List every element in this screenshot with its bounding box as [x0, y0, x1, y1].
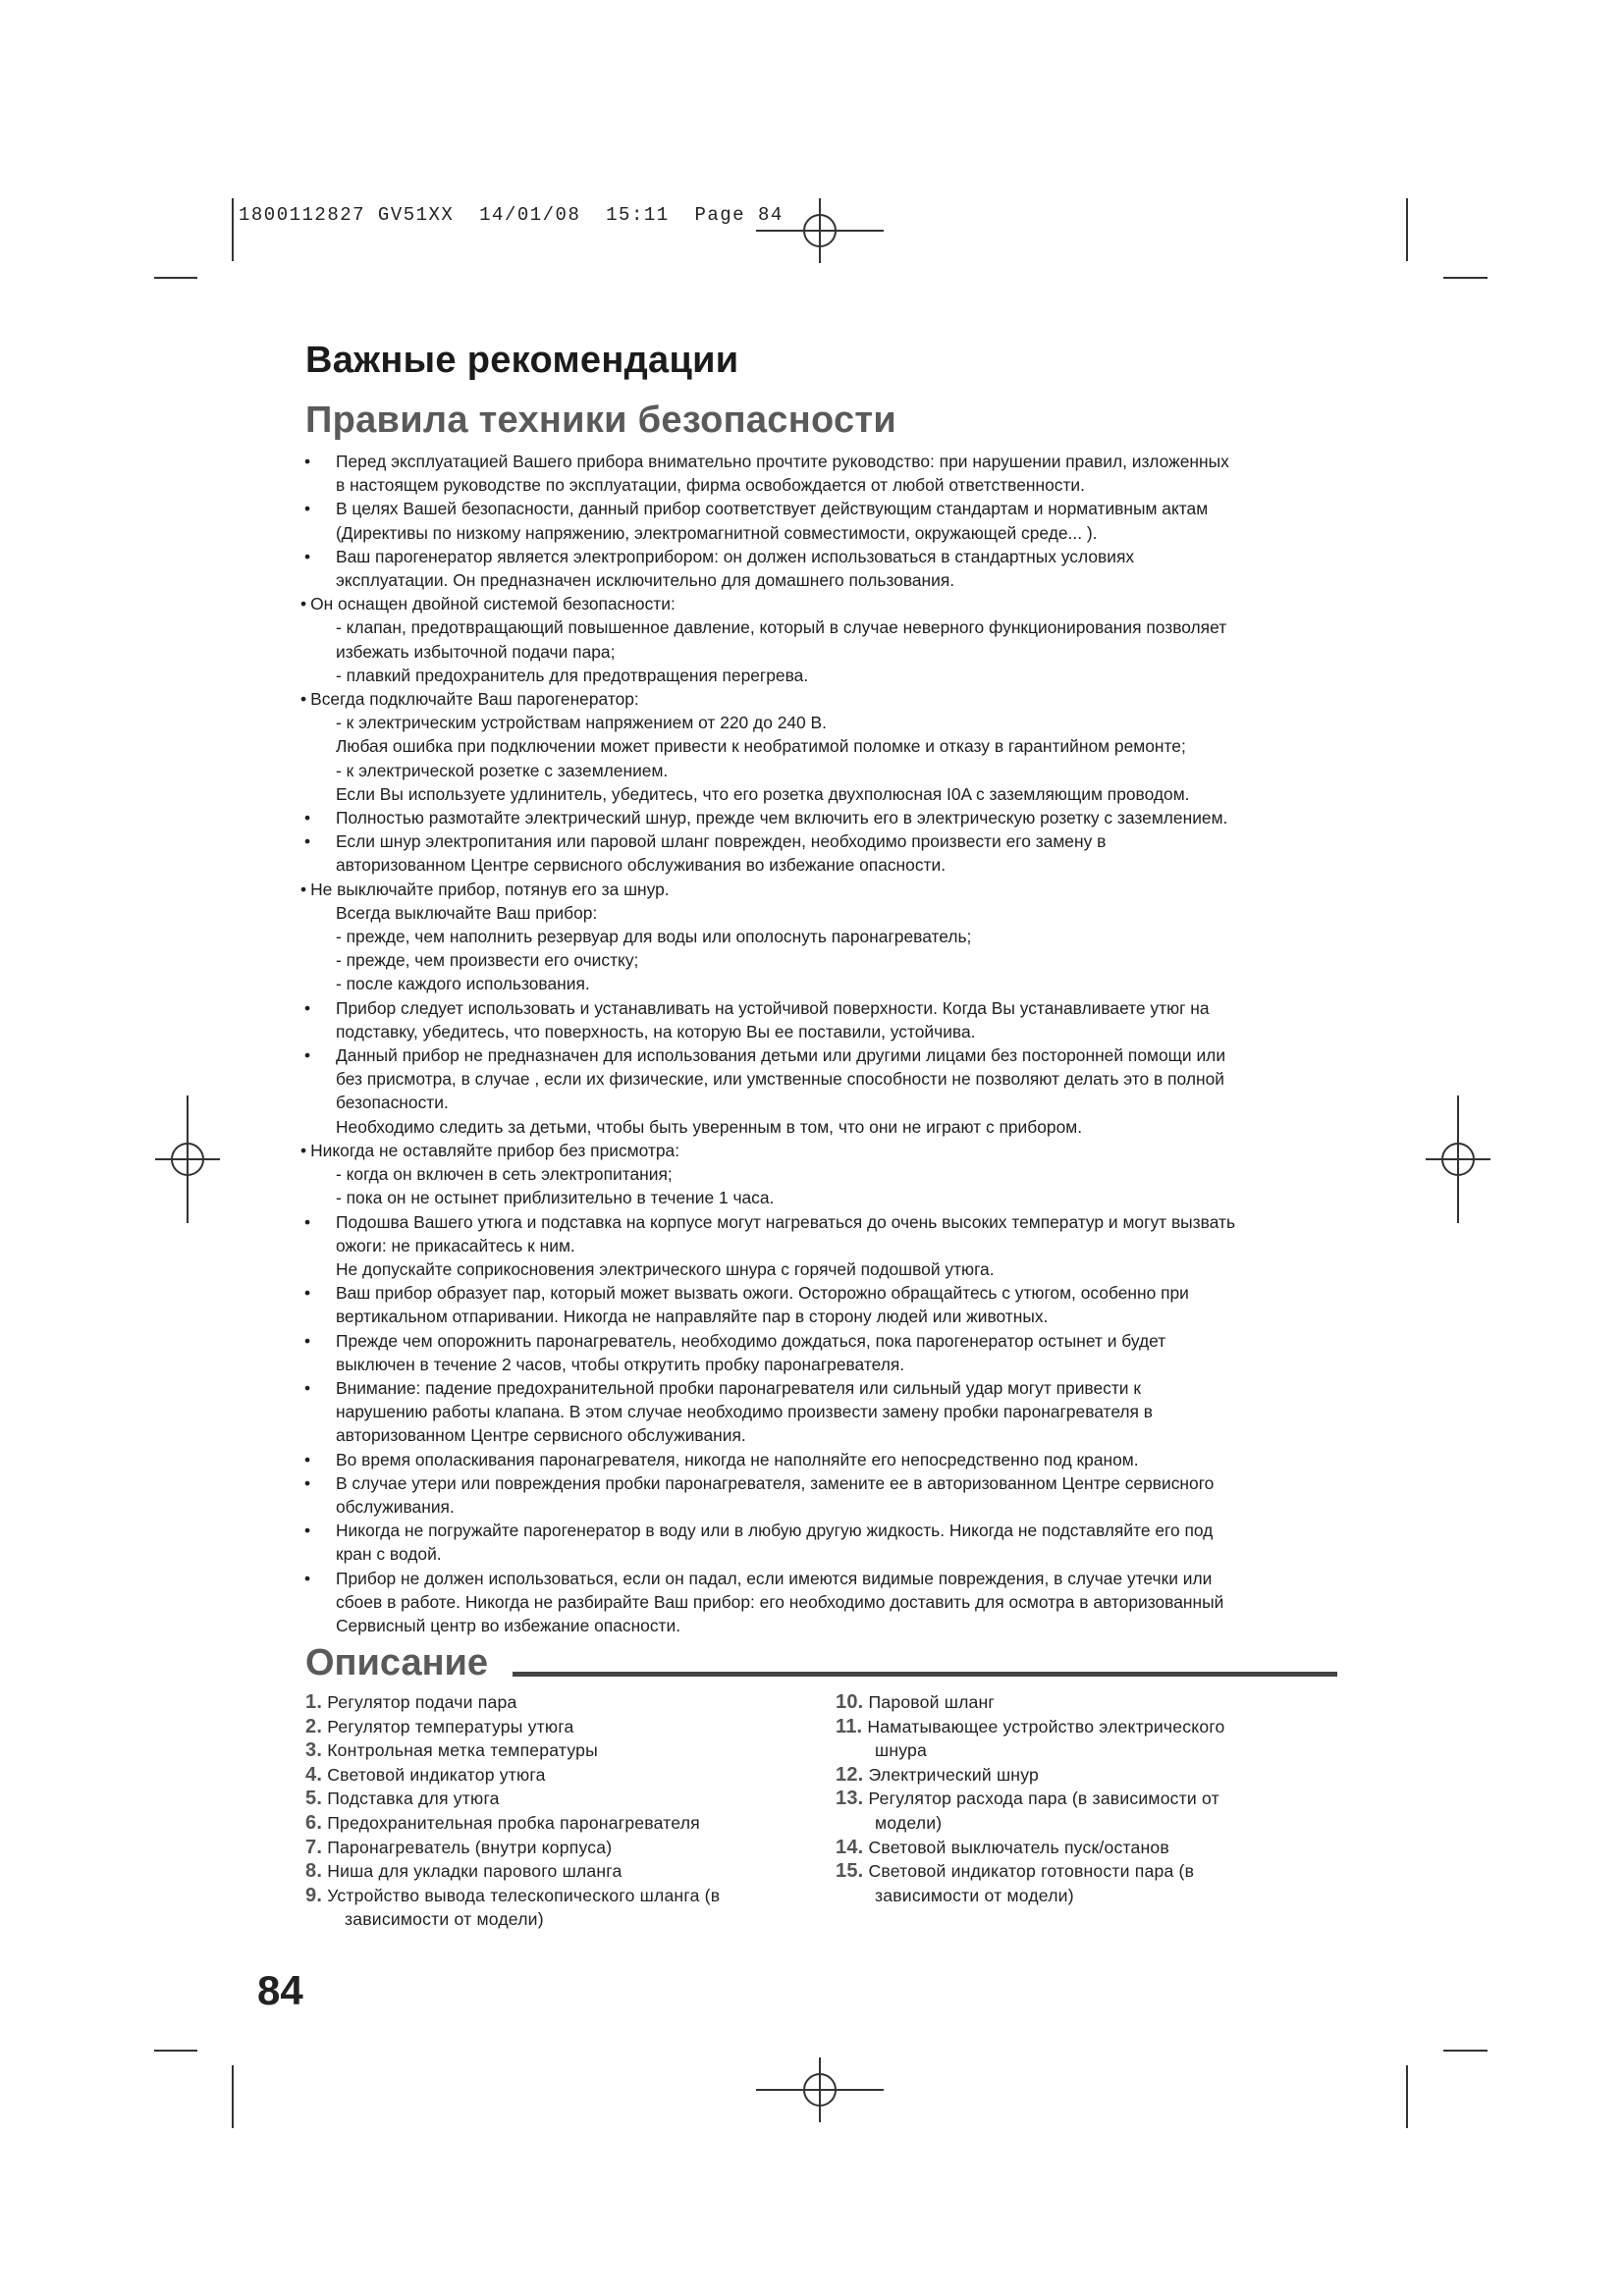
safety-rule-subline: - прежде, чем произвести его очистку; — [336, 950, 639, 971]
safety-rule-line — [336, 1257, 1336, 1281]
safety-rule-text: Подошва Вашего утюга и подставка на корпусе могут нагреваться до очень высоких температур и могут вызвать — [336, 1211, 1236, 1232]
safety-rule — [300, 450, 1336, 497]
safety-rule-text: вертикальном отпаривании. Никогда не направляйте пар в сторону людей или животных. — [336, 1307, 1049, 1327]
safety-rule-text: Всегда подключайте Ваш парогенератор: — [310, 689, 639, 710]
safety-rule-subline: Если Вы используете удлинитель, убедитесь, что его розетка двухполюсная I0A с заземляющим проводом. — [336, 783, 1190, 804]
crop-mark — [154, 277, 197, 279]
safety-rule — [300, 497, 1336, 544]
description-item-number: 6. — [305, 1811, 323, 1834]
safety-rule-text: авторизованном Центре сервисного обслуживания во избежание опасности. — [336, 855, 947, 876]
safety-rule — [300, 1210, 1336, 1282]
bullet-icon: • — [300, 1140, 307, 1160]
registration-mark-icon — [756, 2057, 884, 2122]
description-item-number: 9. — [305, 1884, 323, 1906]
safety-rule — [300, 687, 1336, 806]
safety-rule — [300, 545, 1336, 592]
safety-rule-text: Прежде чем опорожнить паронагреватель, необходимо дождаться, пока парогенератор остынет и будет — [336, 1330, 1166, 1351]
safety-rule-line — [336, 1115, 1336, 1139]
bullet-icon: • — [300, 879, 307, 899]
description-item — [836, 1690, 1336, 1715]
safety-rule — [300, 1043, 1336, 1139]
description-item-continuation: шнура — [875, 1740, 927, 1761]
description-item-continuation: зависимости от модели) — [875, 1885, 1074, 1905]
safety-rule-line — [336, 1448, 1336, 1471]
description-item-number: 10. — [836, 1691, 864, 1713]
description-item-number: 12. — [836, 1763, 864, 1786]
safety-rule-line — [336, 1567, 1336, 1590]
safety-rule — [300, 1567, 1336, 1638]
safety-rule-line — [336, 1542, 1336, 1566]
safety-rule-text: нарушению работы клапана. В этом случае необходимо произвести замену пробки паронагревателя в — [336, 1402, 1154, 1422]
safety-rule-line — [336, 1423, 1336, 1447]
safety-rule-text: выключен в течение 2 часов, чтобы открутить пробку паронагревателя. — [336, 1354, 905, 1374]
registration-mark-icon — [1426, 1095, 1490, 1223]
safety-rule-text: Не выключайте прибор, потянув его за шнур. — [310, 879, 670, 899]
safety-rule-line — [336, 1043, 1336, 1067]
safety-rule-line — [300, 878, 1336, 901]
safety-rule-line — [336, 1020, 1336, 1043]
print-slug: 1800112827 GV51XX 14/01/08 15:11 Page 84 — [239, 204, 784, 226]
description-item — [836, 1836, 1336, 1860]
safety-rule-text: кран с водой. — [336, 1544, 442, 1565]
registration-mark-icon — [756, 198, 884, 263]
safety-rule-line — [336, 1471, 1336, 1495]
crop-mark — [232, 198, 234, 261]
safety-rule-text: Если шнур электропитания или паровой шланг поврежден, необходимо произвести его замену в — [336, 831, 1107, 852]
safety-rules-list — [300, 450, 1336, 1637]
description-item-text: Наматывающее устройство электрического — [867, 1716, 1225, 1736]
safety-rule-line — [336, 568, 1336, 592]
description-item-text: Предохранительная пробка паронагревателя — [327, 1812, 700, 1833]
description-item-text: Регулятор расхода пара (в зависимости от — [868, 1789, 1219, 1809]
safety-rule-text: Внимание: падение предохранительной пробки паронагревателя или сильный удар могут привести к — [336, 1377, 1141, 1398]
page-number: 84 — [257, 1967, 303, 2013]
bullet-icon: • — [300, 594, 307, 614]
registration-mark-icon — [155, 1095, 220, 1223]
crop-mark — [1406, 198, 1408, 261]
description-item — [305, 1763, 806, 1788]
safety-rule-text: Полностью размотайте электрический шнур, прежде чем включить его в электрическую розетку с заземлением. — [336, 808, 1228, 828]
safety-rule — [300, 806, 1336, 829]
safety-rule-subline: - после каждого использования. — [336, 974, 590, 994]
safety-rule-line — [336, 1281, 1336, 1305]
safety-rule — [300, 592, 1336, 687]
safety-rule-line — [336, 473, 1336, 497]
description-item — [305, 1715, 806, 1739]
description-item — [305, 1738, 806, 1763]
description-item-text: Подставка для утюга — [327, 1789, 500, 1809]
safety-rule-line — [336, 1614, 1336, 1637]
safety-rule-text: Ваш парогенератор является электроприбором: он должен использоваться в стандартных условиях — [336, 546, 1135, 566]
description-item-number: 13. — [836, 1788, 864, 1810]
safety-rule-text: Не допускайте соприкосновения электрического шнура с горячей подошвой утюга. — [336, 1258, 995, 1279]
safety-rule-subline: - когда он включен в сеть электропитания; — [336, 1164, 673, 1185]
safety-rule-line — [336, 1376, 1336, 1400]
safety-rule-line — [336, 996, 1336, 1020]
safety-rule-text: Никогда не погружайте парогенератор в воду или в любую другую жидкость. Никогда не подставляйте его под — [336, 1521, 1214, 1541]
safety-rule-subline: избежать избыточной подачи пара; — [336, 641, 616, 662]
description-item-text: Устройство вывода телескопического шланга (в — [327, 1885, 721, 1905]
safety-rule-line — [336, 806, 1336, 829]
description-title: Описание — [305, 1642, 489, 1683]
page-title: Важные рекомендации — [305, 340, 739, 381]
safety-rule-text: (Директивы по низкому напряжению, электромагнитной совместимости, окружающей среде... ). — [336, 522, 1098, 543]
safety-rule — [300, 1448, 1336, 1471]
safety-rule-line — [336, 1590, 1336, 1614]
safety-rule-line — [336, 1353, 1336, 1376]
description-item-text: Контрольная метка температуры — [327, 1740, 598, 1761]
description-item — [305, 1884, 806, 1932]
safety-rule-text: Данный прибор не предназначен для использования детьми или другими лицами без посторонней помощи или — [336, 1045, 1226, 1066]
description-item — [836, 1859, 1336, 1907]
description-item-text: Световой выключатель пуск/останов — [868, 1837, 1169, 1857]
safety-rule-line — [336, 1067, 1336, 1091]
crop-mark — [1443, 2050, 1488, 2052]
description-item-number: 11. — [836, 1715, 863, 1737]
description-item-number: 8. — [305, 1860, 323, 1883]
safety-rule — [300, 829, 1336, 877]
safety-rule — [300, 1471, 1336, 1519]
safety-rule-line — [336, 545, 1336, 568]
safety-rule — [300, 1376, 1336, 1448]
safety-rule-line — [300, 1139, 1336, 1162]
safety-rule — [300, 1329, 1336, 1376]
safety-rule — [300, 996, 1336, 1043]
description-item-text: Электрический шнур — [868, 1764, 1039, 1785]
safety-rule-text: без присмотра, в случае , если их физические, или умственные способности не позволяют делать это в полной — [336, 1069, 1224, 1090]
safety-rule — [300, 878, 1336, 996]
description-item-number: 7. — [305, 1836, 323, 1858]
safety-rule-line — [300, 592, 1336, 615]
safety-rule-text: Никогда не оставляйте прибор без присмотра: — [310, 1140, 680, 1160]
description-item-text: Регулятор подачи пара — [327, 1692, 517, 1712]
description-item — [305, 1690, 806, 1715]
safety-rule-text: ожоги: не прикасайтесь к ним. — [336, 1235, 575, 1255]
safety-rule-subline: Любая ошибка при подключении может привести к необратимой поломке и отказу в гарантийном ремонте; — [336, 736, 1186, 757]
safety-rule-line — [336, 1305, 1336, 1328]
safety-rule-line — [336, 1210, 1336, 1234]
crop-mark — [1443, 277, 1488, 279]
safety-rule-subline: - пока он не остынет приблизительно в течение 1 часа. — [336, 1188, 775, 1208]
description-item-number: 1. — [305, 1691, 323, 1713]
safety-rule-text: эксплуатации. Он предназначен исключительно для домашнего пользования. — [336, 570, 955, 591]
description-item-text: Ниша для укладки парового шланга — [327, 1861, 623, 1882]
safety-rule-line — [336, 853, 1336, 877]
description-item-number: 5. — [305, 1788, 323, 1810]
description-item-number: 15. — [836, 1860, 864, 1883]
safety-rule-subline: - прежде, чем наполнить резервуар для воды или ополоснуть паронагреватель; — [336, 927, 972, 947]
safety-rule-line — [336, 1234, 1336, 1257]
safety-rule-line — [336, 829, 1336, 853]
safety-rule-line — [336, 1329, 1336, 1353]
safety-rule — [300, 1519, 1336, 1566]
safety-rule-text: Во время ополаскивания паронагревателя, никогда не наполняйте его непосредственно под краном. — [336, 1449, 1139, 1469]
safety-rule-line — [336, 521, 1336, 545]
description-item-continuation: модели) — [875, 1812, 943, 1833]
description-item — [305, 1836, 806, 1860]
safety-rule — [300, 1139, 1336, 1210]
description-list-right — [836, 1690, 1336, 1907]
crop-mark — [154, 2050, 197, 2052]
safety-rule-line — [336, 450, 1336, 473]
crop-mark — [232, 2065, 234, 2128]
safety-rule-text: авторизованном Центре сервисного обслуживания. — [336, 1425, 746, 1446]
description-item-number: 2. — [305, 1715, 323, 1737]
description-item — [305, 1787, 806, 1811]
safety-rule-line — [300, 687, 1336, 711]
safety-rule-text: Прибор не должен использоваться, если он падал, если имеются видимые повреждения, в случае утечки или — [336, 1568, 1213, 1588]
safety-rule-text: Сервисный центр во избежание опасности. — [336, 1615, 681, 1635]
description-item — [305, 1859, 806, 1884]
safety-rule-text: Ваш прибор образует пар, который может вызвать ожоги. Осторожно обращайтесь с утюгом, особенно при — [336, 1283, 1189, 1304]
description-item — [836, 1787, 1336, 1835]
safety-rule-subline: - плавкий предохранитель для предотвращения перегрева. — [336, 665, 809, 685]
description-item-text: Паровой шланг — [868, 1692, 996, 1712]
safety-rule-line — [336, 1091, 1336, 1114]
safety-rule-text: Он оснащен двойной системой безопасности: — [310, 594, 676, 614]
description-item-text: Световой индикатор готовности пара (в — [868, 1861, 1195, 1882]
description-item — [836, 1763, 1336, 1788]
description-list-left — [305, 1690, 806, 1932]
safety-rule-subline: - к электрической розетке с заземлением. — [336, 760, 669, 780]
safety-rule-line — [336, 497, 1336, 520]
description-item-number: 4. — [305, 1763, 323, 1786]
safety-rule-subline: Всегда выключайте Ваш прибор: — [336, 902, 598, 923]
description-item-number: 3. — [305, 1739, 323, 1762]
safety-rule-text: Прибор следует использовать и устанавливать на устойчивой поверхности. Когда Вы устанавливаете утюг на — [336, 997, 1210, 1018]
bullet-icon: • — [300, 689, 307, 710]
safety-rule-text: В случае утери или повреждения пробки паронагревателя, замените ее в авторизованном Центре сервисного — [336, 1472, 1215, 1493]
safety-rule-text: обслуживания. — [336, 1496, 455, 1517]
safety-rule-text: В целях Вашей безопасности, данный прибор соответствует действующим стандартам и нормативным актам — [336, 499, 1209, 519]
description-item — [305, 1811, 806, 1836]
safety-rule-line — [336, 1495, 1336, 1519]
safety-rule-line — [336, 1400, 1336, 1423]
safety-rule-text: в настоящем руководстве по эксплуатации, фирма освобождается от любой ответственности. — [336, 475, 1085, 496]
description-item-continuation: зависимости от модели) — [345, 1909, 544, 1930]
crop-mark — [1406, 2065, 1408, 2128]
description-item-number: 14. — [836, 1836, 864, 1858]
safety-rule-line — [336, 1519, 1336, 1542]
description-item-text: Паронагреватель (внутри корпуса) — [327, 1837, 613, 1857]
safety-rule-subline: - к электрическим устройствам напряжением от 220 до 240 В. — [336, 713, 827, 733]
safety-rule-text: подставку, убедитесь, что поверхность, на которую Вы ее поставили, устойчива. — [336, 1021, 976, 1041]
safety-rule-text: Необходимо следить за детьми, чтобы быть уверенным в том, что они не играют с прибором. — [336, 1116, 1083, 1137]
safety-rule-text: Перед эксплуатацией Вашего прибора внимательно прочтите руководство: при нарушении правил, изложенных — [336, 452, 1229, 471]
safety-rule-text: безопасности. — [336, 1093, 449, 1113]
description-item-text: Регулятор температуры утюга — [327, 1716, 574, 1736]
description-item — [836, 1715, 1336, 1763]
description-item-text: Световой индикатор утюга — [327, 1764, 546, 1785]
safety-rule-text: сбоев в работе. Никогда не разбирайте Ваш прибор: его необходимо доставить для осмотра в авторизованный — [336, 1591, 1224, 1612]
safety-rule-subline: - клапан, предотвращающий повышенное давление, который в случае неверного функционирования позволяет — [336, 617, 1227, 638]
section-subtitle: Правила техники безопасности — [305, 400, 896, 441]
description-title-rule — [513, 1672, 1337, 1677]
safety-rule — [300, 1281, 1336, 1328]
